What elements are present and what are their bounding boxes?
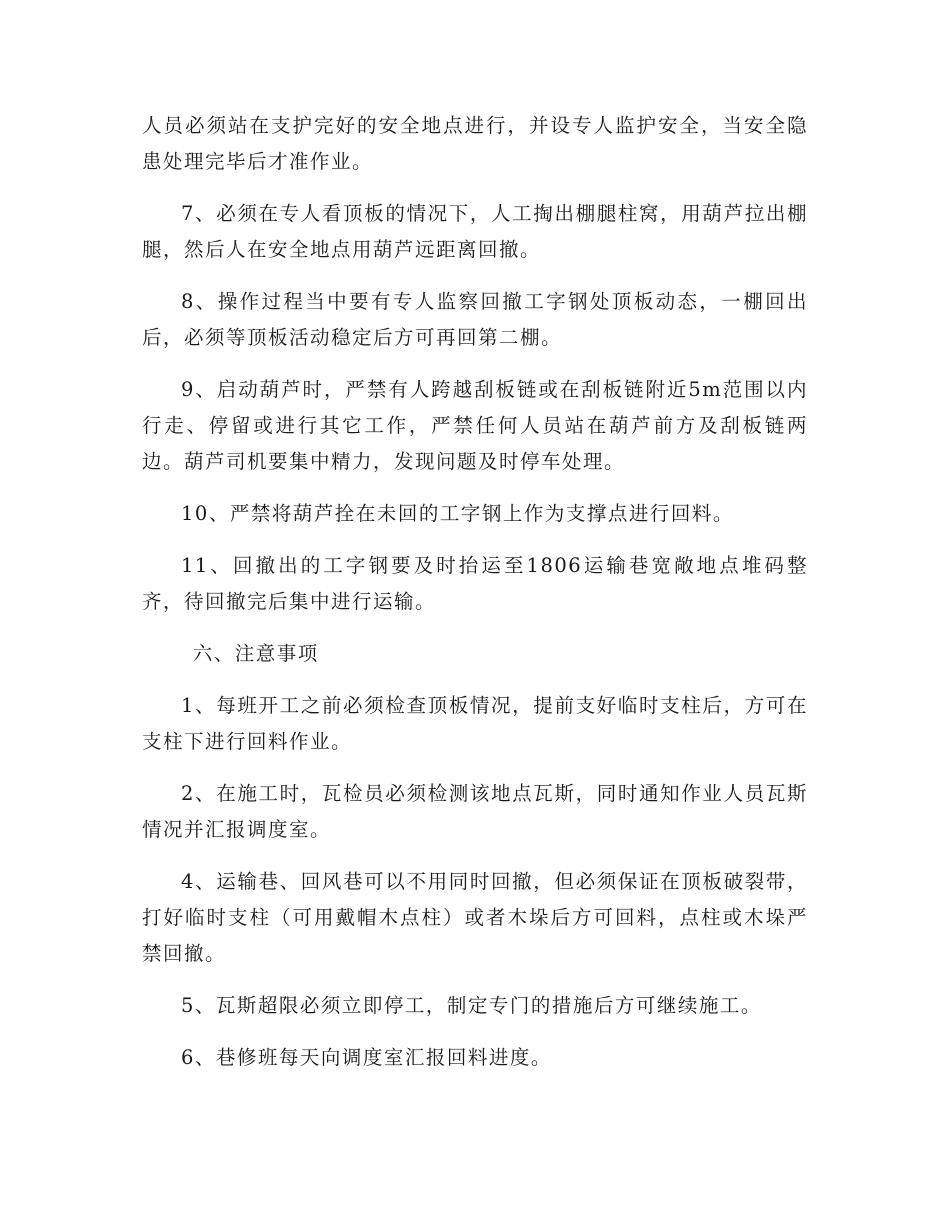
paragraph-item-10: 10、严禁将葫芦拴在未回的工字钢上作为支撑点进行回料。 xyxy=(181,502,734,525)
paragraph-note-4: 4、运输巷、回风巷可以不用同时回撤，但必须保证在顶板破裂带，打好临时支柱（可用戴帽木点柱）或者木垛后方可回料，点柱或木垛严禁回撤。 xyxy=(142,870,808,965)
section-heading-notes: 六、注意事项 xyxy=(192,642,319,665)
paragraph-item-11: 11、回撤出的工字钢要及时抬运至1806运输巷宽敞地点堆码整齐，待回撤完后集中进行运输。 xyxy=(142,554,808,613)
paragraph-item-9: 9、启动葫芦时，严禁有人跨越刮板链或在刮板链附近5m范围以内行走、停留或进行其它工作，严禁任何人员站在葫芦前方及刮板链两边。葫芦司机要集中精力，发现问题及时停车处理。 xyxy=(142,378,808,473)
paragraph-item-7: 7、必须在专人看顶板的情况下，人工掏出棚腿柱窝，用葫芦拉出棚腿，然后人在安全地点用葫芦远距离回撤。 xyxy=(142,202,808,261)
document-body xyxy=(142,108,808,1092)
paragraph-item-8: 8、操作过程当中要有专人监察回撤工字钢处顶板动态，一棚回出后，必须等顶板活动稳定后方可再回第二棚。 xyxy=(142,290,808,349)
paragraph-note-6: 6、巷修班每天向调度室汇报回料进度。 xyxy=(181,1046,552,1069)
paragraph-continuation: 人员必须站在支护完好的安全地点进行，并设专人监护安全，当安全隐患处理完毕后才准作业。 xyxy=(142,114,808,173)
paragraph-note-5: 5、瓦斯超限必须立即停工，制定专门的措施后方可继续施工。 xyxy=(181,994,762,1017)
paragraph-note-2: 2、在施工时，瓦检员必须检测该地点瓦斯，同时通知作业人员瓦斯情况并汇报调度室。 xyxy=(142,782,808,841)
paragraph-note-1: 1、每班开工之前必须检查顶板情况，提前支好临时支柱后，方可在支柱下进行回料作业。 xyxy=(142,694,808,753)
